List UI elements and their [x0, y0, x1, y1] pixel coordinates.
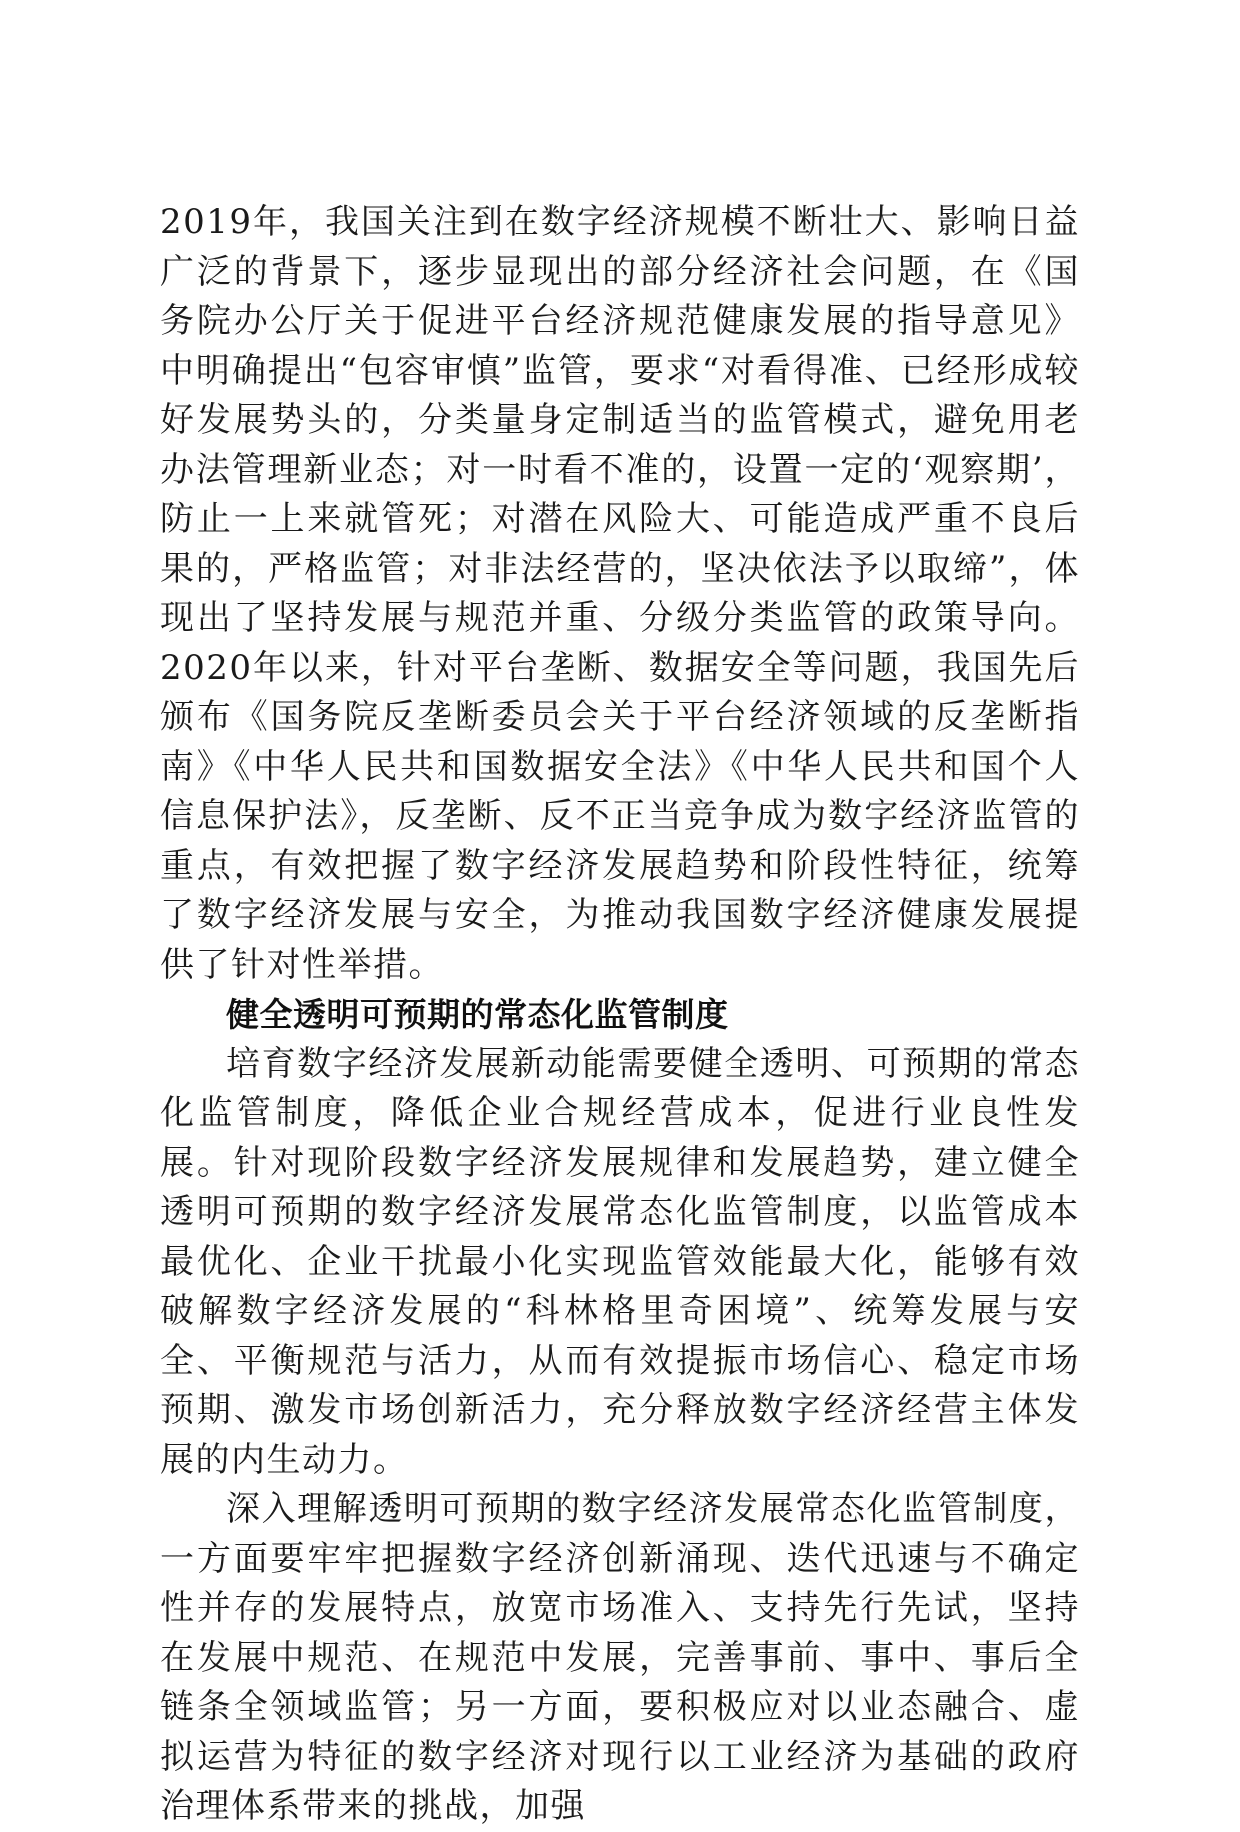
section-heading: 健全透明可预期的常态化监管制度 — [226, 995, 729, 1034]
body-paragraph: 深入理解透明可预期的数字经济发展常态化监管制度，一方面要牢牢把握数字经济创新涌现、迭代迅速与不确定性并存的发展特点，放宽市场准入、支持先行先试，坚持在发展中规范、在规范中发展，完善事前、事中、事后全链条全领域监管；另一方面，要积极应对以业态融合、虚拟运营为特征的数字经济对现行以工业经济为基础的政府治理体系带来的挑战，加强 — [160, 1489, 1080, 1826]
body-paragraph-continued: 2019年，我国关注到在数字经济规模不断壮大、影响日益广泛的背景下，逐步显现出的部分经济社会问题，在《国务院办公厅关于促进平台经济规范健康发展的指导意见》中明确提出“包容审慎”监管，要求“对看得准、已经形成较好发展势头的，分类量身定制适当的监管模式，避免用老办法管理新业态；对一时看不准的，设置一定的‘观察期’，防止一上来就管死；对潜在风险大、可能造成严重不良后果的，严格监管；对非法经营的，坚决依法予以取缔”，体现出了坚持发展与规范并重、分级分类监管的政策导向。2020年以来，针对平台垄断、数据安全等问题，我国先后颁布《国务院反垄断委员会关于平台经济领域的反垄断指南》《中华人民共和国数据安全法》《中华人民共和国个人信息保护法》，反垄断、反不正当竞争成为数字经济监管的重点，有效把握了数字经济发展趋势和阶段性特征，统筹了数字经济发展与安全，为推动我国数字经济健康发展提供了针对性举措。 — [160, 202, 1080, 985]
document-page — [160, 198, 1080, 1832]
body-paragraph: 培育数字经济发展新动能需要健全透明、可预期的常态化监管制度，降低企业合规经营成本，促进行业良性发展。针对现阶段数字经济发展规律和发展趋势，建立健全透明可预期的数字经济发展常态化监管制度，以监管成本最优化、企业干扰最小化实现监管效能最大化，能够有效破解数字经济发展的“科林格里奇困境”、统筹发展与安全、平衡规范与活力，从而有效提振市场信心、稳定市场预期、激发市场创新活力，充分释放数字经济经营主体发展的内生动力。 — [160, 1043, 1080, 1480]
